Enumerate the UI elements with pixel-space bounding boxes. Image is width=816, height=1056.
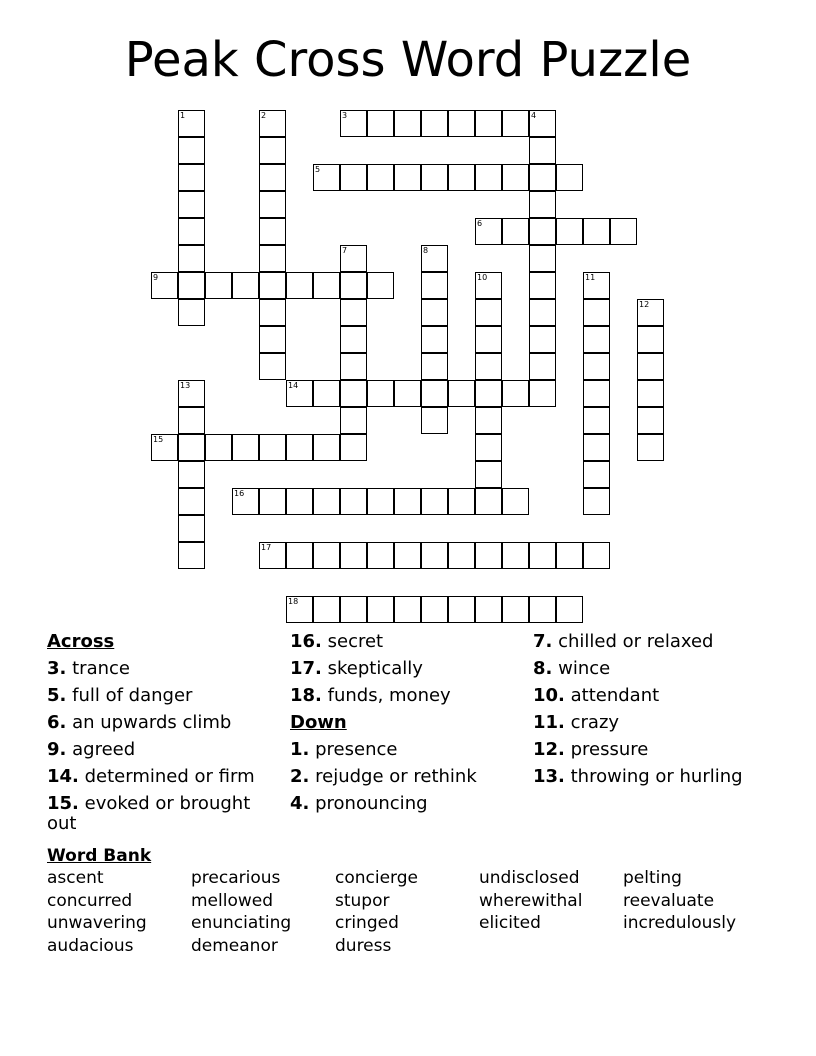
grid-cell[interactable] xyxy=(529,353,556,380)
grid-cell[interactable] xyxy=(529,218,556,245)
word-bank-item: concierge xyxy=(335,868,418,888)
grid-cell[interactable] xyxy=(556,218,583,245)
grid-cell[interactable] xyxy=(340,164,367,191)
clue-number: 13 xyxy=(180,381,191,390)
clue-number: 17 xyxy=(261,543,272,552)
grid-cell[interactable] xyxy=(529,137,556,164)
grid-cell[interactable] xyxy=(259,245,286,272)
word-bank-item: ascent xyxy=(47,868,104,888)
clue-down-7: 7. chilled or relaxed xyxy=(533,631,714,652)
clue-down-12: 12. pressure xyxy=(533,739,649,760)
clue-number: 2 xyxy=(261,111,267,120)
word-bank-item: undisclosed xyxy=(479,868,580,888)
grid-cell[interactable] xyxy=(637,326,664,353)
grid-cell[interactable] xyxy=(475,353,502,380)
grid-cell[interactable] xyxy=(583,380,610,407)
grid-cell[interactable] xyxy=(529,596,556,623)
grid-cell[interactable] xyxy=(448,488,475,515)
grid-cell[interactable] xyxy=(286,542,313,569)
word-bank-item: wherewithal xyxy=(479,890,583,911)
grid-cell[interactable] xyxy=(529,542,556,569)
grid-cell[interactable] xyxy=(556,596,583,623)
word-bank-column-1 xyxy=(47,867,147,957)
clue-number: 15 xyxy=(153,435,164,444)
grid-cell[interactable] xyxy=(178,542,205,569)
grid-cell[interactable] xyxy=(367,272,394,299)
grid-cell[interactable] xyxy=(178,110,205,137)
clue-across-14: 14. determined or firm xyxy=(47,766,255,787)
clue-down-13: 13. throwing or hurling xyxy=(533,766,743,787)
clue-across-16: 16. secret xyxy=(290,631,384,652)
grid-cell[interactable] xyxy=(502,164,529,191)
grid-cell[interactable] xyxy=(448,542,475,569)
clue-across-6: 6. an upwards climb xyxy=(47,712,232,733)
grid-cell[interactable] xyxy=(151,434,178,461)
grid-cell[interactable] xyxy=(583,407,610,434)
grid-cell[interactable] xyxy=(340,407,367,434)
grid-cell[interactable] xyxy=(529,164,556,191)
grid-cell[interactable] xyxy=(448,164,475,191)
down-heading: Down xyxy=(290,712,347,733)
grid-cell[interactable] xyxy=(502,218,529,245)
word-bank-item: reevaluate xyxy=(623,890,715,911)
grid-cell[interactable] xyxy=(178,515,205,542)
grid-cell[interactable] xyxy=(529,299,556,326)
grid-cell[interactable] xyxy=(529,272,556,299)
word-bank-column-2 xyxy=(191,867,291,957)
clues-column-3 xyxy=(533,628,773,790)
grid-cell[interactable] xyxy=(340,245,367,272)
clue-number: 5 xyxy=(315,165,321,174)
grid-cell[interactable] xyxy=(313,488,340,515)
grid-cell[interactable] xyxy=(340,488,367,515)
word-bank-column-5 xyxy=(623,867,736,935)
grid-cell[interactable] xyxy=(259,353,286,380)
grid-cell[interactable] xyxy=(610,218,637,245)
clue-across-3: 3. trance xyxy=(47,658,130,679)
clues-column-2 xyxy=(290,628,520,817)
grid-cell[interactable] xyxy=(448,110,475,137)
grid-cell[interactable] xyxy=(556,542,583,569)
grid-cell[interactable] xyxy=(259,488,286,515)
clue-number: 7 xyxy=(342,246,348,255)
grid-cell[interactable] xyxy=(286,488,313,515)
grid-cell[interactable] xyxy=(286,434,313,461)
grid-cell[interactable] xyxy=(637,299,664,326)
grid-cell[interactable] xyxy=(637,353,664,380)
grid-cell[interactable] xyxy=(475,434,502,461)
grid-cell[interactable] xyxy=(259,191,286,218)
clue-number: 1 xyxy=(180,111,186,120)
clue-across-5: 5. full of danger xyxy=(47,685,193,706)
grid-cell[interactable] xyxy=(232,434,259,461)
grid-cell[interactable] xyxy=(286,380,313,407)
grid-cell[interactable] xyxy=(313,434,340,461)
grid-cell[interactable] xyxy=(394,380,421,407)
clue-down-4: 4. pronouncing xyxy=(290,793,428,814)
grid-cell[interactable] xyxy=(313,596,340,623)
grid-cell[interactable] xyxy=(475,218,502,245)
grid-cell[interactable] xyxy=(286,596,313,623)
word-bank-item: pelting xyxy=(623,868,682,888)
grid-cell[interactable] xyxy=(367,164,394,191)
grid-cell[interactable] xyxy=(475,461,502,488)
grid-cell[interactable] xyxy=(340,380,367,407)
clue-number: 6 xyxy=(477,219,483,228)
grid-cell[interactable] xyxy=(475,596,502,623)
clue-down-8: 8. wince xyxy=(533,658,611,679)
clue-number: 12 xyxy=(639,300,650,309)
word-bank-item: duress xyxy=(335,935,392,956)
word-bank-item: stupor xyxy=(335,890,390,911)
grid-cell[interactable] xyxy=(178,407,205,434)
clue-across-17: 17. skeptically xyxy=(290,658,423,679)
grid-cell[interactable] xyxy=(178,272,205,299)
grid-cell[interactable] xyxy=(178,434,205,461)
word-bank-item: demeanor xyxy=(191,935,278,956)
grid-cell[interactable] xyxy=(421,488,448,515)
grid-cell[interactable] xyxy=(583,326,610,353)
grid-cell[interactable] xyxy=(367,110,394,137)
grid-cell[interactable] xyxy=(313,542,340,569)
grid-cell[interactable] xyxy=(259,218,286,245)
grid-cell[interactable] xyxy=(475,407,502,434)
grid-cell[interactable] xyxy=(367,542,394,569)
grid-cell[interactable] xyxy=(475,488,502,515)
word-bank-item: mellowed xyxy=(191,890,274,911)
grid-cell[interactable] xyxy=(340,272,367,299)
clue-number: 16 xyxy=(234,489,245,498)
grid-cell[interactable] xyxy=(583,461,610,488)
grid-cell[interactable] xyxy=(367,596,394,623)
grid-cell[interactable] xyxy=(637,434,664,461)
grid-cell[interactable] xyxy=(205,272,232,299)
grid-cell[interactable] xyxy=(529,245,556,272)
grid-cell[interactable] xyxy=(556,164,583,191)
grid-cell[interactable] xyxy=(178,380,205,407)
grid-cell[interactable] xyxy=(475,326,502,353)
grid-cell[interactable] xyxy=(475,110,502,137)
grid-cell[interactable] xyxy=(583,542,610,569)
grid-cell[interactable] xyxy=(637,407,664,434)
grid-cell[interactable] xyxy=(178,488,205,515)
word-bank-item: precarious xyxy=(191,868,281,888)
grid-cell[interactable] xyxy=(421,245,448,272)
grid-cell[interactable] xyxy=(259,272,286,299)
grid-cell[interactable] xyxy=(394,164,421,191)
clue-down-1: 1. presence xyxy=(290,739,398,760)
clue-number: 9 xyxy=(153,273,159,282)
clue-across-9: 9. agreed xyxy=(47,739,136,760)
grid-cell[interactable] xyxy=(421,353,448,380)
clue-number: 8 xyxy=(423,246,429,255)
grid-cell[interactable] xyxy=(502,542,529,569)
grid-cell[interactable] xyxy=(178,218,205,245)
word-bank-item: unwavering xyxy=(47,913,147,933)
grid-cell[interactable] xyxy=(340,542,367,569)
clue-number: 10 xyxy=(477,273,488,282)
grid-cell[interactable] xyxy=(502,596,529,623)
grid-cell[interactable] xyxy=(178,245,205,272)
clue-number: 11 xyxy=(585,273,596,282)
clue-down-11: 11. crazy xyxy=(533,712,620,733)
grid-cell[interactable] xyxy=(259,110,286,137)
clue-number: 14 xyxy=(288,381,299,390)
grid-cell[interactable] xyxy=(205,434,232,461)
grid-cell[interactable] xyxy=(367,380,394,407)
grid-cell[interactable] xyxy=(421,542,448,569)
word-bank-item: enunciating xyxy=(191,913,292,933)
clue-across-15: 15. evoked or brought out xyxy=(47,793,251,834)
grid-cell[interactable] xyxy=(502,110,529,137)
grid-cell[interactable] xyxy=(475,299,502,326)
grid-cell[interactable] xyxy=(421,407,448,434)
grid-cell[interactable] xyxy=(340,299,367,326)
word-bank-item: audacious xyxy=(47,935,134,956)
grid-cell[interactable] xyxy=(259,326,286,353)
grid-cell[interactable] xyxy=(502,380,529,407)
grid-cell[interactable] xyxy=(178,164,205,191)
grid-cell[interactable] xyxy=(259,299,286,326)
clue-down-2: 2. rejudge or rethink xyxy=(290,766,477,787)
grid-cell[interactable] xyxy=(394,542,421,569)
grid-cell[interactable] xyxy=(583,272,610,299)
grid-cell[interactable] xyxy=(583,353,610,380)
grid-cell[interactable] xyxy=(259,164,286,191)
clue-across-18: 18. funds, money xyxy=(290,685,451,706)
grid-cell[interactable] xyxy=(394,488,421,515)
clues-column-1 xyxy=(47,628,272,834)
grid-cell[interactable] xyxy=(448,596,475,623)
grid-cell[interactable] xyxy=(259,434,286,461)
grid-cell[interactable] xyxy=(340,110,367,137)
grid-cell[interactable] xyxy=(502,488,529,515)
word-bank-column-3 xyxy=(335,867,418,957)
grid-cell[interactable] xyxy=(259,542,286,569)
word-bank-item: incredulously xyxy=(623,913,737,933)
across-heading: Across xyxy=(47,631,115,652)
grid-cell[interactable] xyxy=(178,299,205,326)
word-bank-item: elicited xyxy=(479,913,541,933)
clue-number: 18 xyxy=(288,597,299,606)
grid-cell[interactable] xyxy=(394,110,421,137)
grid-cell[interactable] xyxy=(313,272,340,299)
grid-cell[interactable] xyxy=(340,326,367,353)
clue-down-10: 10. attendant xyxy=(533,685,660,706)
grid-cell[interactable] xyxy=(529,191,556,218)
grid-cell[interactable] xyxy=(475,542,502,569)
grid-cell[interactable] xyxy=(475,164,502,191)
grid-cell[interactable] xyxy=(421,299,448,326)
grid-cell[interactable] xyxy=(178,137,205,164)
word-bank-column-4 xyxy=(479,867,582,935)
grid-cell[interactable] xyxy=(421,326,448,353)
grid-cell[interactable] xyxy=(583,434,610,461)
grid-cell[interactable] xyxy=(178,191,205,218)
grid-cell[interactable] xyxy=(232,488,259,515)
word-bank-title: Word Bank xyxy=(47,846,152,866)
grid-cell[interactable] xyxy=(583,299,610,326)
clue-number: 3 xyxy=(342,111,348,120)
grid-cell[interactable] xyxy=(340,434,367,461)
grid-cell[interactable] xyxy=(340,353,367,380)
grid-cell[interactable] xyxy=(232,272,259,299)
grid-cell[interactable] xyxy=(259,137,286,164)
grid-cell[interactable] xyxy=(529,110,556,137)
grid-cell[interactable] xyxy=(475,380,502,407)
grid-cell[interactable] xyxy=(313,380,340,407)
grid-cell[interactable] xyxy=(394,596,421,623)
grid-cell[interactable] xyxy=(529,326,556,353)
grid-cell[interactable] xyxy=(421,380,448,407)
grid-cell[interactable] xyxy=(421,596,448,623)
grid-cell[interactable] xyxy=(178,461,205,488)
grid-cell[interactable] xyxy=(367,488,394,515)
grid-cell[interactable] xyxy=(421,164,448,191)
grid-cell[interactable] xyxy=(475,272,502,299)
grid-cell[interactable] xyxy=(340,596,367,623)
grid-cell[interactable] xyxy=(448,380,475,407)
grid-cell[interactable] xyxy=(151,272,178,299)
word-bank-item: cringed xyxy=(335,913,399,933)
grid-cell[interactable] xyxy=(313,164,340,191)
grid-cell[interactable] xyxy=(583,488,610,515)
clue-number: 4 xyxy=(531,111,537,120)
grid-cell[interactable] xyxy=(529,380,556,407)
grid-cell[interactable] xyxy=(421,272,448,299)
grid-cell[interactable] xyxy=(637,380,664,407)
word-bank-item: concurred xyxy=(47,890,133,911)
puzzle-title: Peak Cross Word Puzzle xyxy=(124,32,692,88)
grid-cell[interactable] xyxy=(286,272,313,299)
grid-cell[interactable] xyxy=(421,110,448,137)
grid-cell[interactable] xyxy=(583,218,610,245)
